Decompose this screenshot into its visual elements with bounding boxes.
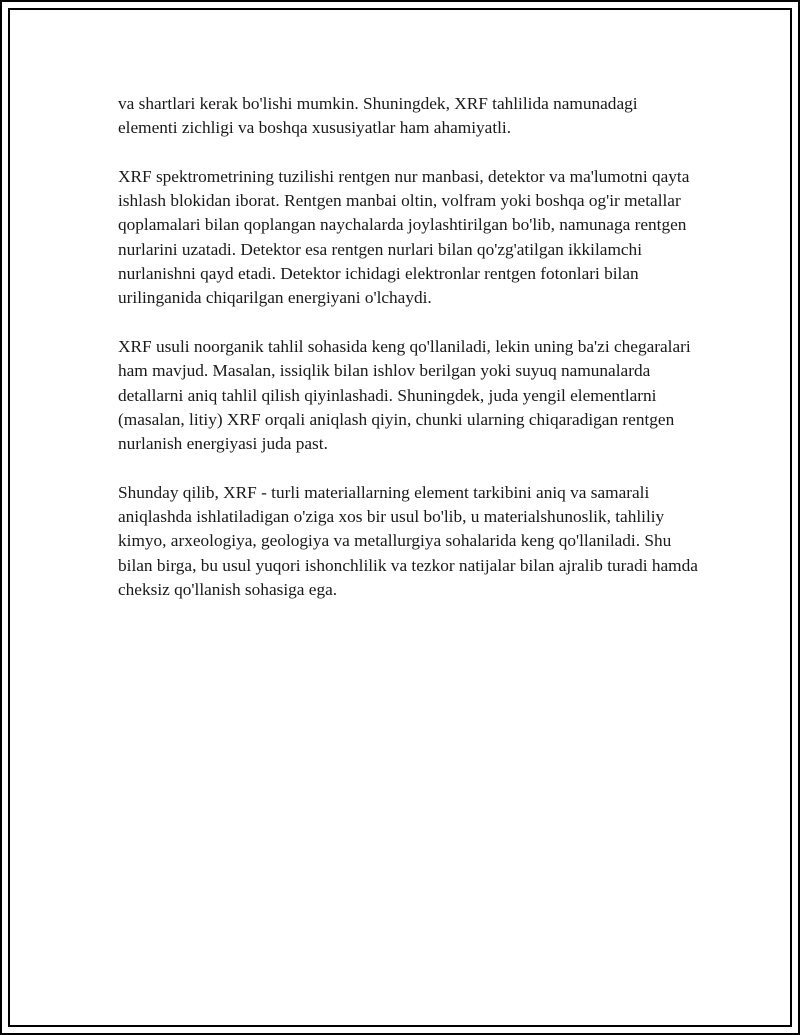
paragraph-4: Shunday qilib, XRF - turli materiallarning element tarkibini aniq va samarali aniqlashda ishlatiladigan o'ziga xos bir usul bo'lib, u materialshunoslik, tahliliy kimyo, arxeologiya, geologiya va metallurgiya sohalarida keng qo'llaniladi. Shu bilan birga, bu usul yuqori ishonchlilik va tezkor natijalar bilan ajralib turadi hamda cheksiz qo'llanish sohasiga ega. xyxy=(118,482,698,599)
document-body xyxy=(118,92,698,602)
paragraph-3: XRF usuli noorganik tahlil sohasida keng qo'llaniladi, lekin uning ba'zi chegaralari ham mavjud. Masalan, issiqlik bilan ishlov berilgan yoki suyuq namunalarda detallarni aniq tahlil qilish qiyinlashadi. Shuningdek, juda yengil elementlarni (masalan, litiy) XRF orqali aniqlash qiyin, chunki ularning chiqaradigan rentgen nurlanish energiyasi juda past. xyxy=(118,336,691,454)
paragraph-2: XRF spektrometrining tuzilishi rentgen nur manbasi, detektor va ma'lumotni qayta ishlash blokidan iborat. Rentgen manbai oltin, volfram yoki boshqa og'ir metallar qoplamalari bilan qoplangan naychalarda joylashtirilgan bo'lib, namunaga rentgen nurlarini uzatadi. Detektor esa rentgen nurlari bilan qo'zg'atilgan ikkilamchi nurlanishni qayd etadi. Detektor ichidagi elektronlar rentgen fotonlari bilan urilinganida chiqarilgan energiyani o'lchaydi. xyxy=(118,166,690,308)
paragraph-1: va shartlari kerak bo'lishi mumkin. Shuningdek, XRF tahlilida namunadagi elementi zichligi va boshqa xususiyatlar ham ahamiyatli. xyxy=(118,94,638,138)
